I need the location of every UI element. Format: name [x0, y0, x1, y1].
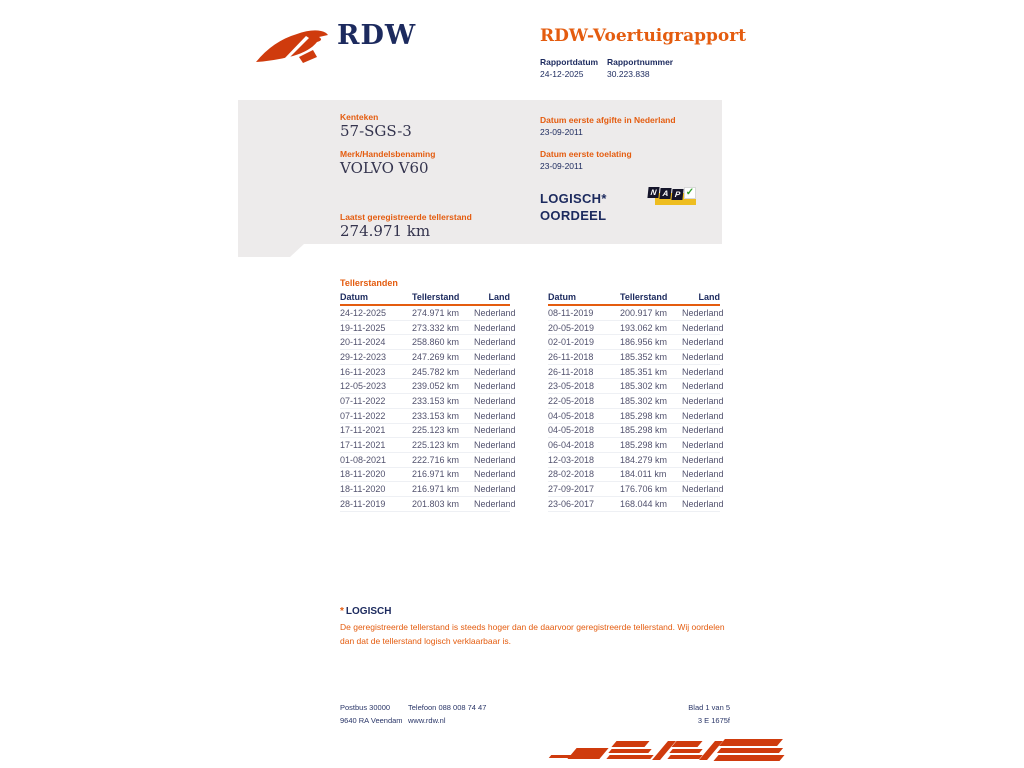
table-cell-datum: 06-04-2018: [548, 440, 595, 451]
stripe-shape: [717, 748, 783, 753]
table-cell-tellerstand: 233.153 km: [412, 410, 460, 421]
tellerstanden-section-title: Tellerstanden: [340, 278, 398, 288]
column-header-tellerstand: Tellerstand: [412, 292, 460, 302]
table-cell-tellerstand: 185.351 km: [620, 366, 668, 377]
footer-website: www.rdw.nl: [408, 716, 446, 725]
column-header-land: Land: [488, 292, 510, 302]
table-row: [340, 350, 516, 365]
table-cell-datum: 12-05-2023: [340, 381, 387, 392]
table-cell-land: Nederland: [474, 395, 516, 406]
table-cell-land: Nederland: [682, 395, 724, 406]
nap-letter-a: A: [659, 188, 671, 199]
table-cell-land: Nederland: [682, 440, 724, 451]
table-row: [340, 453, 516, 468]
table-cell-datum: 12-03-2018: [548, 454, 595, 465]
table-cell-datum: 17-11-2021: [340, 425, 386, 436]
table-cell-datum: 04-05-2018: [548, 425, 595, 436]
laatste-tellerstand-value: 274.971 km: [340, 222, 431, 240]
footnote-title-text: LOGISCH: [345, 606, 392, 617]
table-cell-land: Nederland: [682, 322, 724, 333]
table-row: [340, 482, 516, 497]
table-cell-land: Nederland: [474, 337, 516, 348]
rdw-eagle-logo-icon: [253, 25, 331, 67]
column-header-land: Land: [698, 292, 720, 302]
oordeel-verdict: [540, 190, 607, 224]
table-cell-land: Nederland: [474, 498, 516, 509]
table-cell-datum: 29-12-2023: [340, 351, 387, 362]
stripe-shape: [671, 741, 702, 747]
table-row: [548, 306, 724, 321]
column-header-tellerstand: Tellerstand: [620, 292, 668, 302]
table-cell-land: Nederland: [474, 381, 516, 392]
rdw-speed-stripes-graphic: [540, 735, 1024, 768]
report-date-value: 24-12-2025: [540, 69, 584, 79]
table-cell-land: Nederland: [682, 410, 724, 421]
oordeel-line1: LOGISCH*: [540, 191, 607, 206]
stripe-shape: [669, 749, 702, 753]
table-cell-datum: 04-05-2018: [548, 410, 595, 421]
table-cell-land: Nederland: [682, 498, 724, 509]
table-row: [548, 438, 724, 453]
table-cell-tellerstand: 245.782 km: [412, 366, 460, 377]
nap-logo-icon: [648, 186, 698, 208]
footer-address-line1: Postbus 30000: [340, 703, 391, 712]
table-cell-datum: 17-11-2021: [340, 440, 386, 451]
table-row: [548, 482, 724, 497]
report-number-value: 30.223.838: [607, 69, 650, 79]
table-row: [548, 321, 724, 336]
table-cell-tellerstand: 247.269 km: [412, 351, 460, 362]
table-cell-tellerstand: 185.352 km: [620, 351, 668, 362]
table-row: [548, 468, 724, 483]
table-cell-tellerstand: 185.298 km: [620, 425, 668, 436]
table-cell-datum: 08-11-2019: [548, 307, 594, 318]
table-row: [548, 365, 724, 380]
document-title: RDW-Voertuigrapport: [540, 26, 747, 46]
eerste-toelating-value: 23-09-2011: [540, 161, 583, 171]
kenteken-label: Kenteken: [340, 112, 379, 122]
table-cell-datum: 24-12-2025: [340, 307, 387, 318]
stripe-shape: [567, 748, 608, 759]
footer-form-code: 3 E 1675f: [697, 716, 730, 725]
table-cell-land: Nederland: [474, 366, 516, 377]
column-header-datum: Datum: [340, 292, 369, 302]
table-cell-land: Nederland: [682, 351, 724, 362]
footer-page-info: [600, 701, 730, 727]
column-header-datum: Datum: [548, 292, 577, 302]
nap-letter-p: P: [671, 189, 683, 200]
nap-checkmark-icon: ✓: [685, 187, 695, 198]
footnote-asterisk: *: [340, 606, 344, 617]
footer-contact: [408, 701, 486, 727]
table-cell-tellerstand: 193.062 km: [620, 322, 668, 333]
table-cell-datum: 20-11-2024: [340, 337, 386, 348]
table-row: [340, 394, 516, 409]
table-cell-datum: 26-11-2018: [548, 351, 594, 362]
stripe-shape: [608, 749, 651, 753]
table-cell-land: Nederland: [474, 307, 516, 318]
kenteken-value: 57-SGS-3: [340, 122, 412, 140]
table-cell-land: Nederland: [682, 337, 724, 348]
tellerstanden-table-left: [340, 292, 516, 512]
table-cell-land: Nederland: [474, 425, 516, 436]
table-row: [548, 453, 724, 468]
table-cell-datum: 23-05-2018: [548, 381, 595, 392]
table-row: [548, 409, 724, 424]
table-row: [340, 335, 516, 350]
table-row: [548, 394, 724, 409]
footer-address: [340, 701, 403, 727]
footer-page-indicator: Blad 1 van 5: [688, 703, 730, 712]
tellerstanden-table-right: [548, 292, 724, 512]
table-row: [340, 365, 516, 380]
table-cell-tellerstand: 233.153 km: [412, 395, 460, 406]
table-cell-land: Nederland: [474, 440, 516, 451]
table-cell-datum: 18-11-2020: [340, 484, 386, 495]
table-header: [340, 292, 510, 306]
table-cell-datum: 20-05-2019: [548, 322, 595, 333]
table-row: [340, 306, 516, 321]
table-cell-datum: 27-09-2017: [548, 484, 595, 495]
table-row: [548, 379, 724, 394]
table-cell-datum: 22-05-2018: [548, 395, 595, 406]
table-row: [548, 350, 724, 365]
table-cell-datum: 19-11-2025: [340, 322, 386, 333]
footnote-title: [340, 606, 391, 617]
table-cell-datum: 07-11-2022: [340, 395, 386, 406]
table-cell-datum: 02-01-2019: [548, 337, 595, 348]
oordeel-line2: OORDEEL: [540, 208, 607, 223]
table-cell-tellerstand: 186.956 km: [620, 337, 668, 348]
table-row: [340, 497, 516, 512]
table-cell-tellerstand: 185.302 km: [620, 395, 668, 406]
table-cell-datum: 26-11-2018: [548, 366, 594, 377]
table-cell-tellerstand: 225.123 km: [412, 440, 460, 451]
table-cell-land: Nederland: [682, 469, 724, 480]
table-cell-land: Nederland: [474, 469, 516, 480]
table-cell-tellerstand: 185.302 km: [620, 381, 668, 392]
table-cell-tellerstand: 184.279 km: [620, 454, 668, 465]
report-number-label: Rapportnummer: [607, 57, 674, 67]
table-cell-land: Nederland: [474, 454, 516, 465]
table-cell-tellerstand: 184.011 km: [620, 469, 667, 480]
table-cell-tellerstand: 216.971 km: [412, 484, 460, 495]
table-cell-datum: 01-08-2021: [340, 454, 387, 465]
stripe-shape: [719, 739, 783, 746]
stripe-shape: [611, 741, 649, 747]
table-row: [548, 424, 724, 439]
table-cell-land: Nederland: [682, 484, 724, 495]
table-cell-tellerstand: 200.917 km: [620, 307, 668, 318]
table-cell-land: Nederland: [474, 484, 516, 495]
table-cell-land: Nederland: [682, 425, 724, 436]
stripe-shape: [713, 755, 784, 761]
table-row: [340, 321, 516, 336]
table-cell-land: Nederland: [682, 307, 724, 318]
eerste-afgifte-label: Datum eerste afgifte in Nederland: [540, 115, 676, 125]
table-cell-tellerstand: 216.971 km: [412, 469, 460, 480]
footer-address-line2: 9640 RA Veendam: [340, 716, 403, 725]
eerste-toelating-label: Datum eerste toelating: [540, 149, 632, 159]
footer-phone: Telefoon 088 008 74 47: [408, 703, 487, 712]
stripe-shape: [606, 755, 653, 759]
table-cell-datum: 23-06-2017: [548, 498, 595, 509]
table-header: [548, 292, 720, 306]
table-cell-tellerstand: 258.860 km: [412, 337, 460, 348]
table-cell-land: Nederland: [682, 381, 724, 392]
table-row: [340, 438, 516, 453]
report-date-label: Rapportdatum: [540, 57, 599, 67]
table-cell-tellerstand: 222.716 km: [412, 454, 460, 465]
table-row: [340, 424, 516, 439]
table-cell-tellerstand: 201.803 km: [412, 498, 460, 509]
table-cell-tellerstand: 225.123 km: [412, 425, 460, 436]
table-cell-tellerstand: 176.706 km: [620, 484, 668, 495]
table-cell-datum: 28-02-2018: [548, 469, 595, 480]
table-cell-land: Nederland: [682, 454, 724, 465]
rdw-logo-text: RDW: [337, 20, 417, 51]
stripe-shape: [667, 755, 702, 759]
table-cell-land: Nederland: [474, 410, 516, 421]
table-row: [340, 409, 516, 424]
table-cell-tellerstand: 185.298 km: [620, 410, 668, 421]
merk-value: VOLVO V60: [340, 159, 429, 177]
table-cell-land: Nederland: [474, 322, 516, 333]
table-cell-datum: 07-11-2022: [340, 410, 386, 421]
table-cell-land: Nederland: [474, 351, 516, 362]
table-row: [548, 497, 724, 512]
table-cell-tellerstand: 185.298 km: [620, 440, 668, 451]
table-cell-tellerstand: 168.044 km: [620, 498, 668, 509]
table-row: [340, 379, 516, 394]
table-row: [340, 468, 516, 483]
table-row: [548, 335, 724, 350]
table-cell-tellerstand: 273.332 km: [412, 322, 460, 333]
table-cell-datum: 18-11-2020: [340, 469, 386, 480]
table-cell-datum: 16-11-2023: [340, 366, 386, 377]
table-cell-tellerstand: 239.052 km: [412, 381, 460, 392]
vehicle-summary-box-tab: [238, 244, 304, 257]
footnote-text: De geregistreerde tellerstand is steeds hoger dan de daarvoor geregistreerde tellerstand. Wij oordelen dan dat de tellerstand logisch verklaarbaar is.: [340, 622, 725, 646]
table-cell-tellerstand: 274.971 km: [412, 307, 460, 318]
table-cell-land: Nederland: [682, 366, 724, 377]
table-cell-datum: 28-11-2019: [340, 498, 386, 509]
merk-label: Merk/Handelsbenaming: [340, 149, 436, 159]
nap-letter-n: N: [647, 187, 659, 198]
laatste-tellerstand-label: Laatst geregistreerde tellerstand: [340, 212, 472, 222]
eerste-afgifte-value: 23-09-2011: [540, 127, 583, 137]
